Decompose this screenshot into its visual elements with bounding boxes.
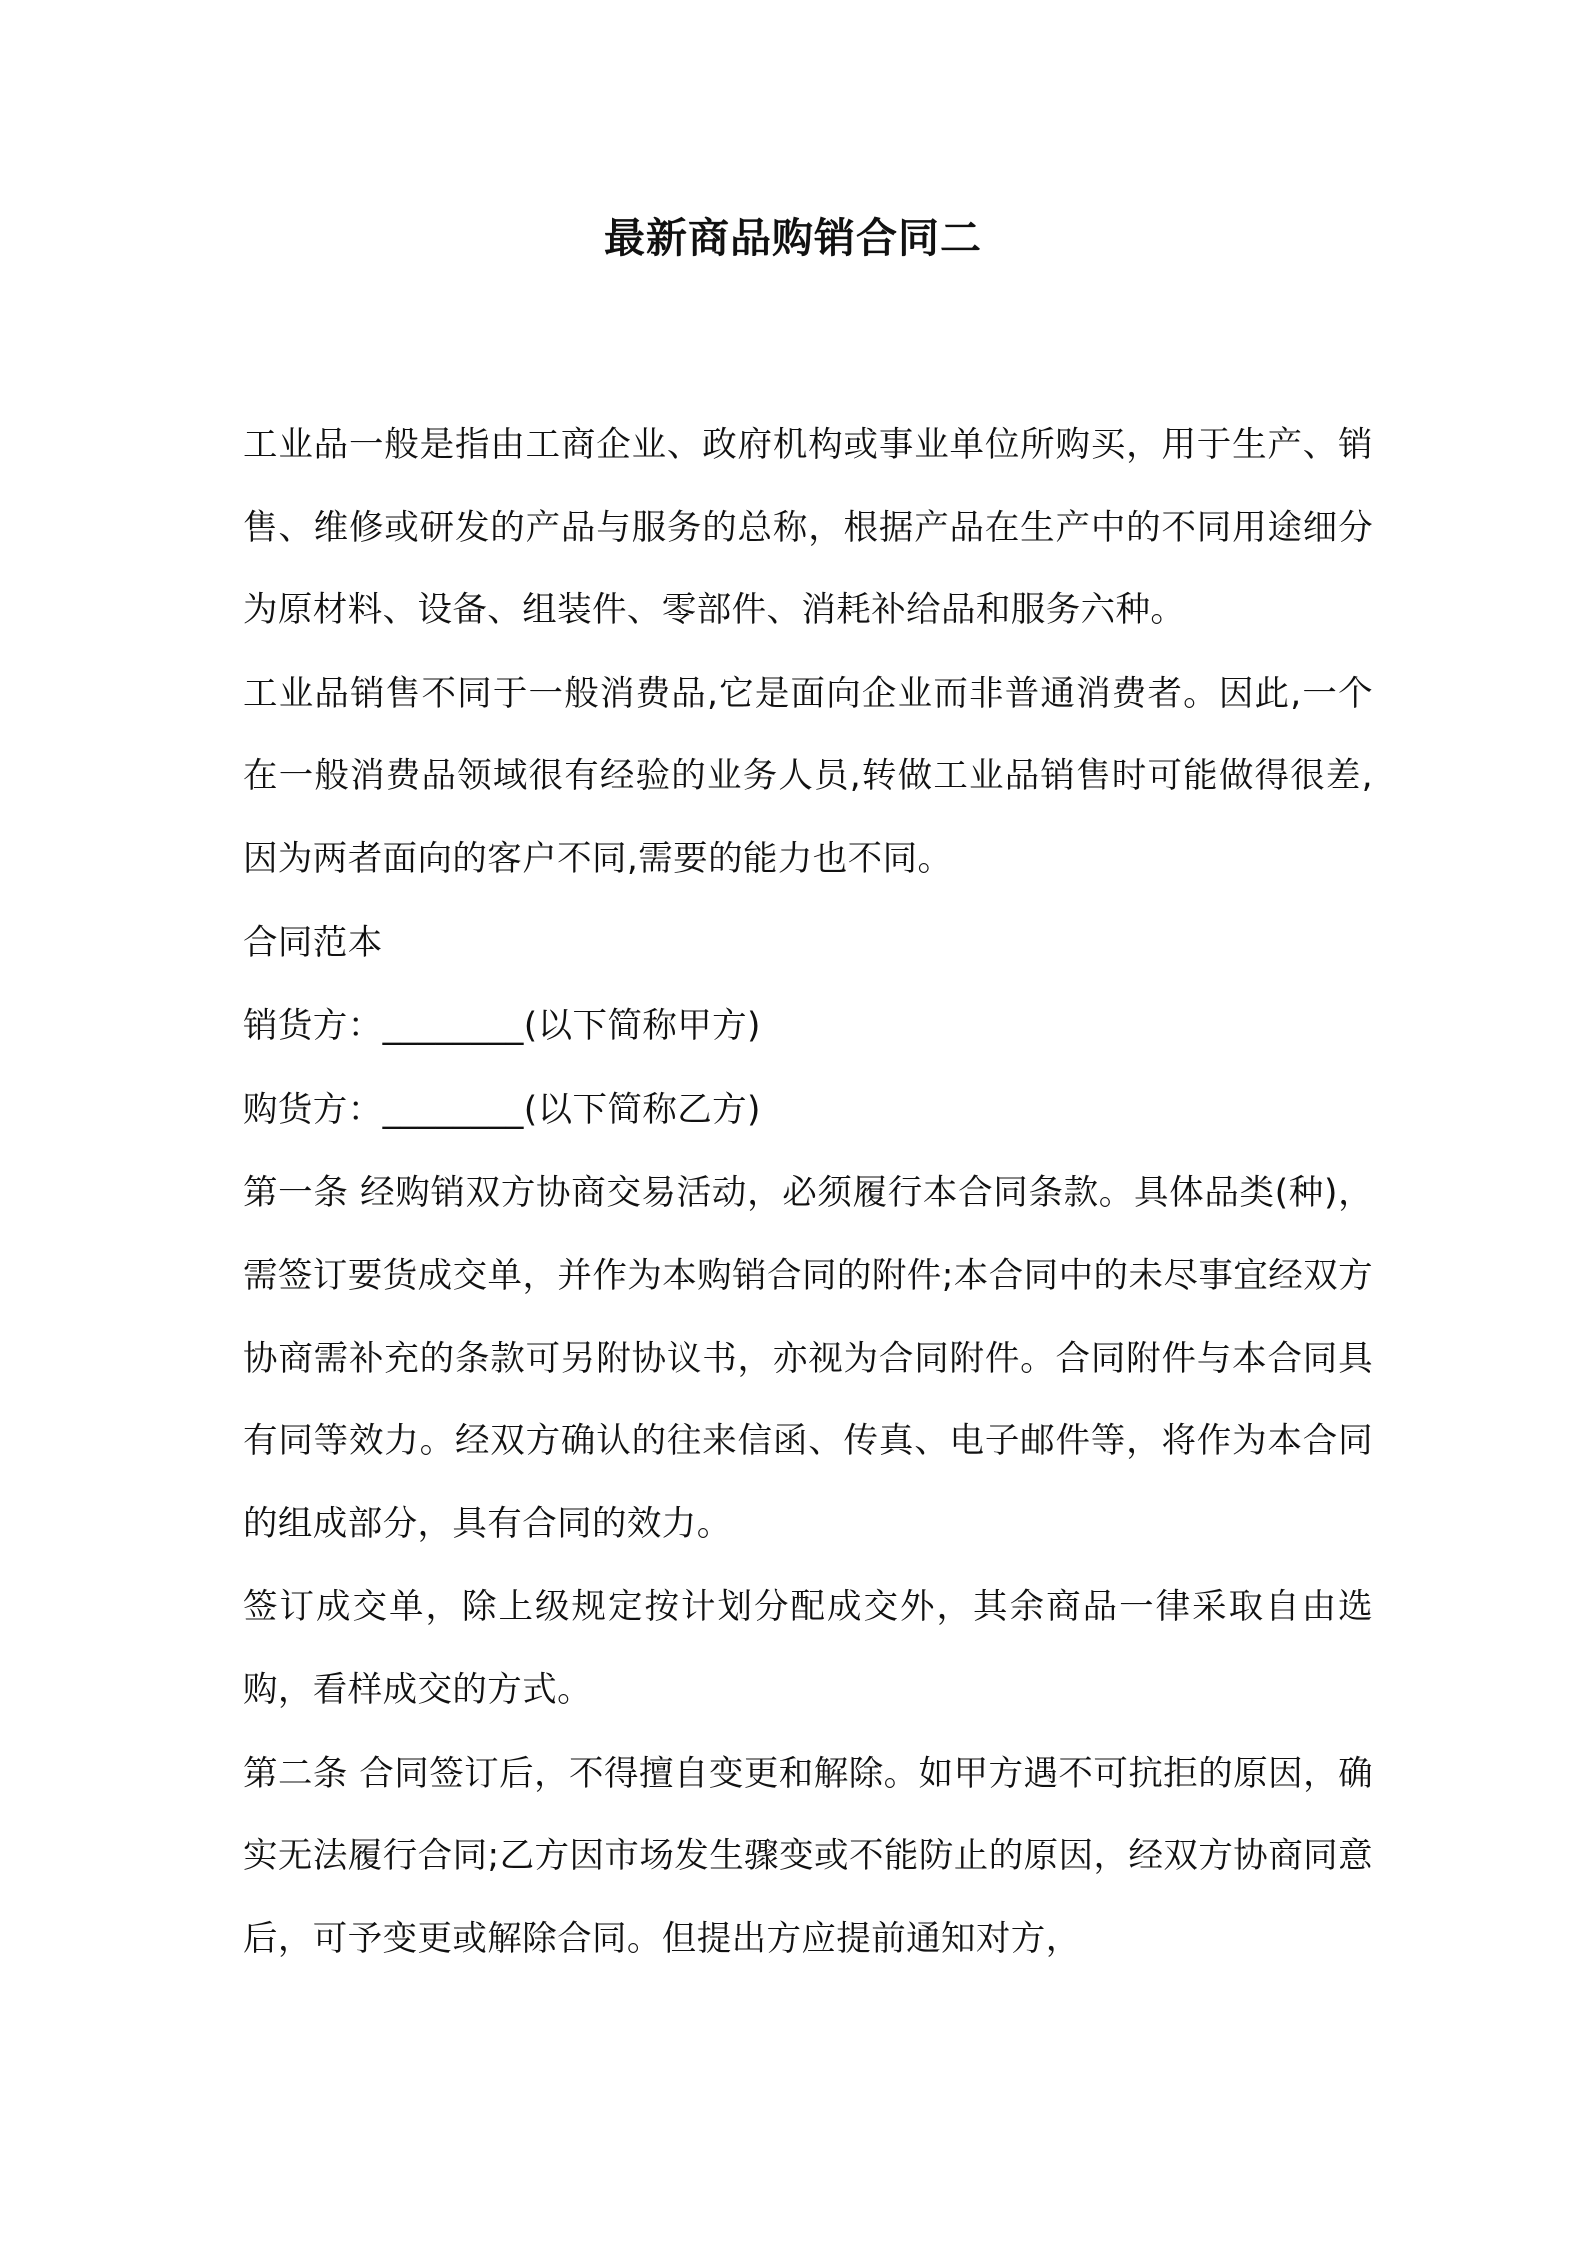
paragraph-industrial-goods-definition: 工业品一般是指由工商企业、政府机构或事业单位所购买，用于生产、销售、维修或研发的产品与服务的总称，根据产品在生产中的不同用途细分为原材料、设备、组装件、零部件、消耗补给品和服务六种。 [243,425,1373,631]
paragraph-contract-template-heading: 合同范本 [243,922,383,963]
paragraph-industrial-sales-difference: 工业品销售不同于一般消费品,它是面向企业而非普通消费者。因此,一个在一般消费品领域很有经验的业务人员,转做工业品销售时可能做得很差,因为两者面向的客户不同,需要的能力也不同。 [243,673,1373,879]
paragraph-order-form: 签订成交单，除上级规定按计划分配成交外，其余商品一律采取自由选购，看样成交的方式。 [243,1587,1373,1710]
paragraph-article-two: 第二条 合同签订后，不得擅自变更和解除。如甲方遇不可抗拒的原因，确实无法履行合同;乙方因市场发生骤变或不能防止的原因，经双方协商同意后，可予变更或解除合同。但提出方应提前通知对方， [243,1753,1373,1959]
paragraph-article-one: 第一条 经购销双方协商交易活动，必须履行本合同条款。具体品类(种)，需签订要货成交单，并作为本购销合同的附件;本合同中的未尽事宜经双方协商需补充的条款可另附协议书，亦视为合同附件。合同附件与本合同具有同等效力。经双方确认的往来信函、传真、电子邮件等，将作为本合同的组成部分，具有合同的效力。 [243,1173,1373,1544]
document-body [243,404,1373,1981]
paragraph-seller-party: 销货方：________(以下简称甲方) [243,1006,761,1047]
document-title: 最新商品购销合同二 [604,214,982,262]
paragraph-buyer-party: 购货方：________(以下简称乙方) [243,1089,761,1130]
